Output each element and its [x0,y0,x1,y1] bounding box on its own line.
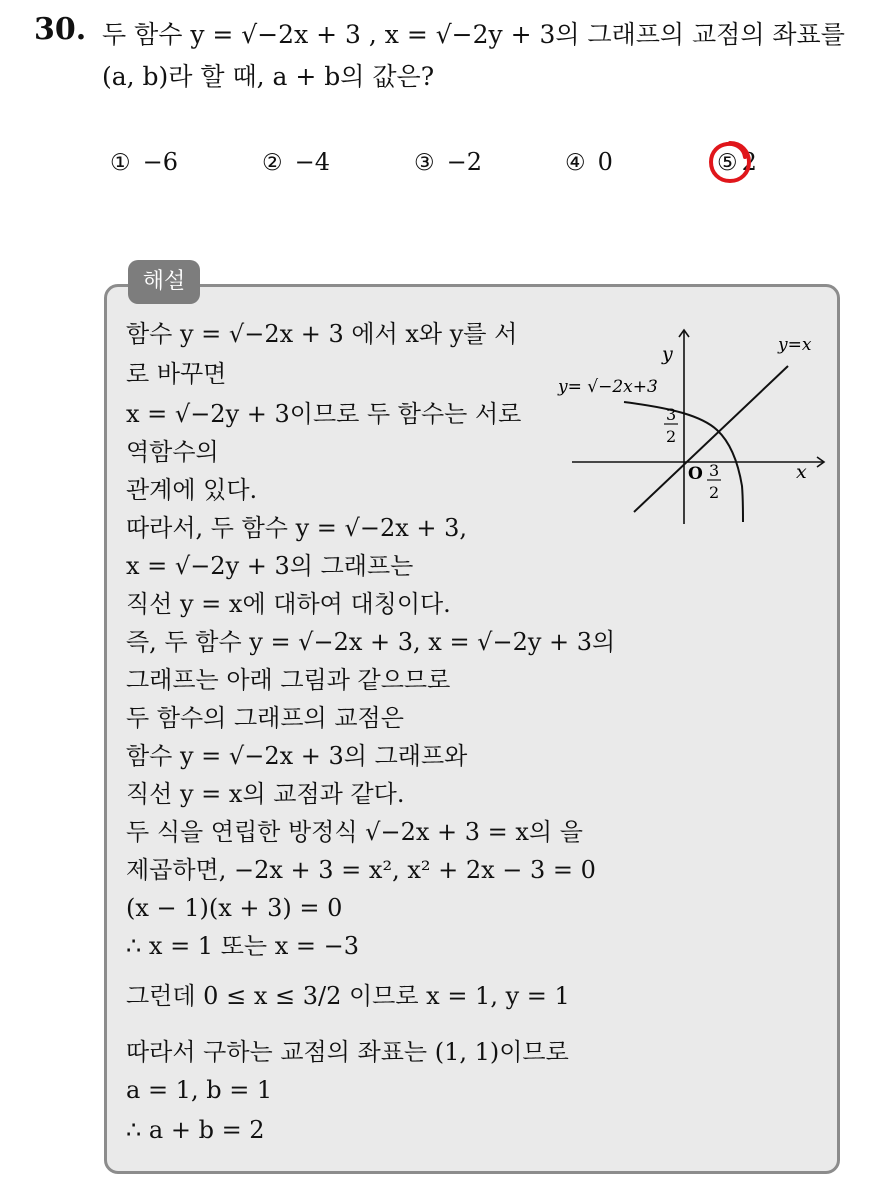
choice-4-value: 0 [597,148,613,176]
y-tick-numerator: 3 [666,405,677,424]
choice-3[interactable] [414,142,482,183]
x-tick-denominator: 2 [709,483,720,502]
answer-circle-mark [707,139,753,185]
inverse-function-graph [552,326,834,526]
line-label: y=x [778,335,812,355]
x-tick-numerator: 3 [709,461,720,480]
choice-5-number: ⑤ [717,150,738,176]
question-line-1: 두 함수 y = √−2x + 3 , x = √−2y + 3의 그래프의 교점의 좌표를 [102,20,845,49]
y-tick-denominator: 2 [666,427,677,446]
solution-line: (x − 1)(x + 3) = 0 [126,894,343,922]
choice-2-number: ② [262,150,283,176]
solution-tag: 해설 [128,260,200,304]
choice-3-number: ③ [414,150,435,176]
choice-4[interactable] [565,142,613,183]
solution-line: 그런데 0 ≤ x ≤ 3/2 이므로 x = 1, y = 1 [126,982,570,1010]
solution-line: 두 식을 연립한 방정식 √−2x + 3 = x의 을 [126,818,583,846]
solution-line: 그래프는 아래 그림과 같으므로 [126,666,451,694]
solution-line: ∴ a + b = 2 [126,1116,265,1144]
choice-1-value: −6 [142,148,179,176]
x-axis-label: x [796,461,807,483]
solution-line: 즉, 두 함수 y = √−2x + 3, x = √−2y + 3의 [126,628,616,656]
solution-line: 제곱하면, −2x + 3 = x², x² + 2x − 3 = 0 [126,856,596,884]
solution-line: 직선 y = x에 대하여 대칭이다. [126,590,451,618]
question-line-2: (a, b)라 할 때, a + b의 값은? [102,62,435,91]
solution-line: 두 함수의 그래프의 교점은 [126,704,404,732]
choice-2-value: −4 [294,148,331,176]
question-number: 30. [34,12,87,47]
choice-4-number: ④ [565,150,586,176]
choice-2[interactable] [262,142,330,183]
choice-5-value: 2 [741,148,757,176]
solution-line: ∴ x = 1 또는 x = −3 [126,932,359,960]
solution-line: a = 1, b = 1 [126,1076,273,1104]
solution-line: 따라서, 두 함수 y = √−2x + 3, [126,514,468,542]
curve-label: y= √−2x+3 [558,377,658,397]
solution-line: 함수 y = √−2x + 3 에서 x와 y를 서 [126,320,518,348]
solution-line: 역함수의 [126,438,219,466]
solution-line: 함수 y = √−2x + 3의 그래프와 [126,742,468,770]
solution-line: 직선 y = x의 교점과 같다. [126,780,405,808]
solution-line: x = √−2y + 3의 그래프는 [126,552,414,580]
solution-line: 따라서 구하는 교점의 좌표는 (1, 1)이므로 [126,1038,569,1066]
solution-line: 관계에 있다. [126,476,258,504]
choice-3-value: −2 [446,148,483,176]
choice-1[interactable] [110,142,178,183]
solution-line: 로 바꾸면 [126,360,227,388]
question-text [102,14,872,98]
solution-line: x = √−2y + 3이므로 두 함수는 서로 [126,400,522,428]
y-axis-label: y [662,343,673,365]
choice-1-number: ① [110,150,131,176]
origin-label: O [688,464,703,484]
